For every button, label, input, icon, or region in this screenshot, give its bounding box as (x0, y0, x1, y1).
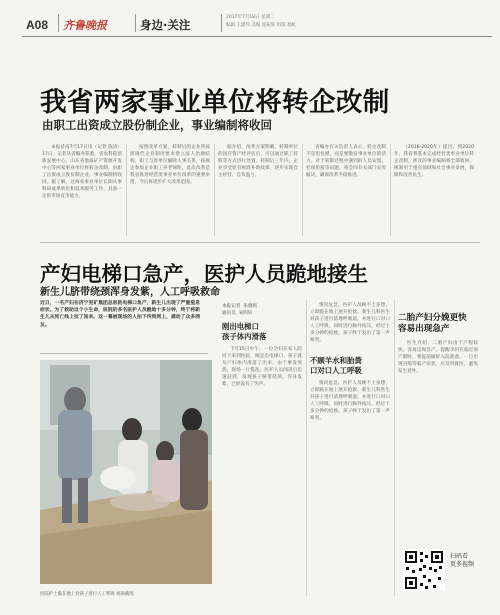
story2-column-b (310, 380, 390, 596)
story1-column-2 (130, 144, 210, 236)
column-rule (302, 144, 303, 236)
issue-date: 2017年7月18日 星期二 (226, 15, 275, 20)
story1-column-5 (394, 144, 474, 236)
story1-paragraph: 按照改革方案，转制后的企业将按照现代企业制度要求建立法人治理结构，职工与原单位解除人事关系，按规定参加企业职工养老保险。此次改革是我省推进经营类事业单位改革的重要举措，今后将逐步扩大改革范围。 (130, 145, 210, 185)
story2-lead: 近日，一名产妇在济宁兖矿集团总医院电梯口急产，新生儿出现了严重窒息症状。为了救助这个小生命，医院的多名医护人员跪地十多分钟，终于将新生儿从死亡线上拉了回来。这一幕被现场的人拍下传到网上，感动了众多网友。 (40, 301, 200, 328)
story2-byline (222, 303, 257, 317)
story1-paragraph: 据介绍，改革方案明确，转制单位的国有资产经评估后，可以通过职工持股等方式进行处置。转制后三年内，企业享受原有财政补助政策，逐步实现自主经营、自负盈亏。 (218, 145, 298, 178)
story1-paragraph: 本报济南7月17日讯（记者 陈涛）17日，记者从省编办获悉，省农科院创新发展中心、山东省地质矿产资源开发中心等两家事业单位将转企改制，由职工出资成立股份制企业，事业编制将收回。据了解，这两家事业单位长期从事科研成果转化和技术服务工作，具备一定的市场竞争能力。 (42, 145, 122, 199)
photo-illustration (40, 360, 212, 584)
news-photo (40, 360, 212, 584)
masthead-rule (22, 36, 492, 37)
story2-subhead: 新生儿脐带绕颈浑身发紫，人工呼吸救命 (40, 287, 220, 298)
page-number: A08 (26, 18, 49, 32)
column-rule (126, 144, 127, 236)
story2-paragraph: 情况危急，医护人员顾不上多想，立即跪在地上展开抢救。新生儿科医生对孩子进行清理呼吸道，并进行口对口人工呼吸，同时进行胸外按压。经过十多分钟的抢救，孩子终于发出了第一声啼哭。 (310, 303, 390, 343)
masthead-divider (58, 14, 59, 32)
section-title: 身边·关注 (140, 18, 191, 32)
story2-column-a (222, 346, 302, 596)
masthead (22, 6, 492, 34)
story1-column-4 (306, 144, 386, 236)
sidebar-paragraph: 医生介绍，二胎产妇由于产程较快，容易出现急产。提醒孕妇在临近预产期时，要提前做好入院准备，一旦出现宫缩等临产症状，应及时就医，避免发生意外。 (398, 341, 478, 374)
subheading-birth: 刚出电梯口 孩子体内滑落 (222, 322, 267, 341)
editor-credits: 编辑 王建伟 美编 庞振辉 组版 德虹 (226, 23, 297, 28)
story2-column-b-top (310, 302, 390, 347)
story1-paragraph: 省编办有关负责人表示，转企改制不是甩包袱，而是要激发事业单位的活力。对于转制过程中遇到的人员安置、社保衔接等问题，将会同有关部门妥善解决，确保改革平稳推进。 (306, 145, 386, 178)
story1-column-3 (218, 144, 298, 236)
story1-column-1 (42, 144, 122, 236)
qr-code[interactable] (403, 549, 445, 591)
story1-paragraph: （2016-2020年）提出，到2020年，我省将基本完成经营类事业单位转企改制，涉及的事业编制将全部收回，统筹用于重点领域和社会事业发展，保障和改善民生。 (394, 145, 474, 178)
column-rule (214, 144, 215, 236)
column-rule (306, 300, 307, 596)
story1-headline: 我省两家事业单位将转企改制 (40, 87, 390, 118)
story2-headline: 产妇电梯口急产，医护人员跪地接生 (40, 262, 368, 286)
column-rule (390, 144, 391, 236)
sidebar-heading: 二胎产妇分娩更快 容易出现急产 (398, 313, 467, 334)
masthead-divider (221, 14, 222, 32)
masthead-divider (135, 14, 136, 32)
section-divider (40, 242, 480, 243)
lead-divider (40, 353, 208, 354)
column-rule (394, 300, 395, 596)
photo-caption: 医院护士跪在地上对孩子进行人工呼吸 视频截图 (40, 592, 134, 597)
sidebar-column (398, 340, 478, 540)
byline-text: 本报记者 朱晓鸣 通讯员 朱明轩 (222, 304, 258, 316)
story2-paragraph: 情况危急，医护人员顾不上多想，立即跪在地上展开抢救。新生儿科医生对孩子进行清理呼吸道，并进行口对口人工呼吸，同时进行胸外按压。经过十多分钟的抢救，孩子终于发出了第一声啼哭。 (310, 381, 390, 421)
story1-subhead: 由职工出资成立股份制企业，事业编制将收回 (42, 118, 272, 132)
newspaper-logo: 齐鲁晚报 (63, 19, 107, 32)
subheading-cpr: 不顾羊水和胎粪 口对口人工呼吸 (310, 356, 362, 375)
story2-paragraph: 7月15日中午，一位孕妇在家人陪同下来到医院，刚走出电梯口，孩子就从产妇体内滑落了出来。由于事发突然，现场一片慌乱。医护人员闻讯后迅速赶到，发现孩子脐带绕颈，浑身发紫，已经没有了哭声。 (222, 347, 302, 387)
qr-code-icon (403, 549, 445, 591)
qr-code-label: 扫码看 更多视频 (450, 553, 475, 568)
